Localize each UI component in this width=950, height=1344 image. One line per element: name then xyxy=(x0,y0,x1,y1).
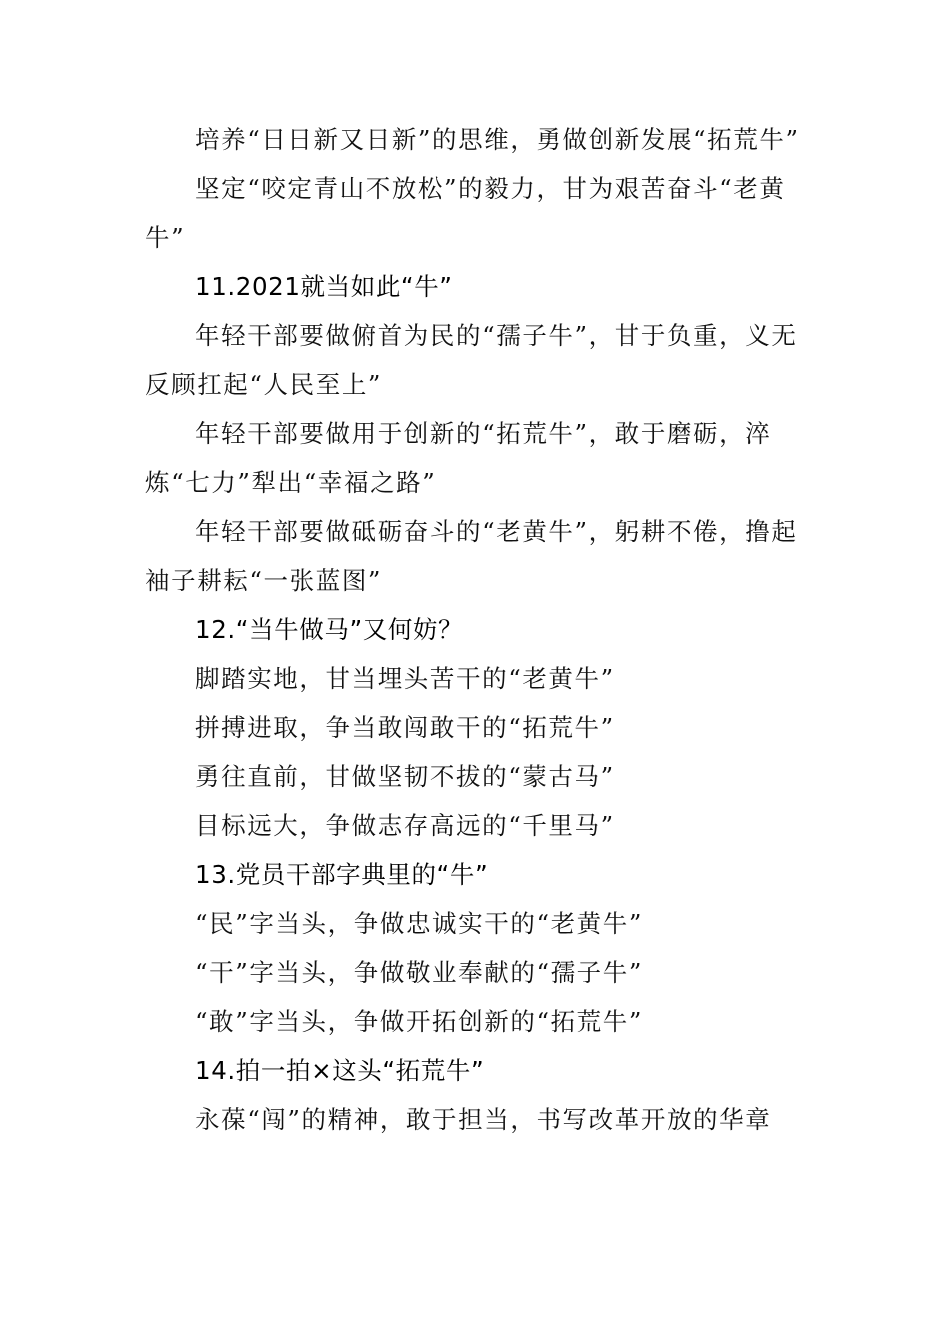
paragraph: “敢”字当头，争做开拓创新的“拓荒牛” xyxy=(195,1007,643,1036)
paragraph: 目标远大，争做志存高远的“千里马” xyxy=(195,811,615,840)
paragraph: 年轻干部要做俯首为民的“孺子牛”，甘于负重，义无反顾扛起“人民至上” xyxy=(145,321,798,399)
paragraph: “民”字当头，争做忠诚实干的“老黄牛” xyxy=(195,909,643,938)
paragraph: 脚踏实地，甘当埋头苦干的“老黄牛” xyxy=(195,664,615,693)
paragraph: 培养“日日新又日新”的思维，勇做创新发展“拓荒牛” xyxy=(195,125,800,154)
section-heading: 12.“当牛做马”又何妨？ xyxy=(195,615,464,644)
paragraph: 年轻干部要做用于创新的“拓荒牛”，敢于磨砺，淬炼“七力”犁出“幸福之路” xyxy=(145,419,772,497)
section-heading: 13.党员干部字典里的“牛” xyxy=(195,860,489,889)
document-body xyxy=(145,115,810,1144)
paragraph: 永葆“闯”的精神，敢于担当，书写改革开放的华章 xyxy=(195,1105,772,1134)
paragraph: 勇往直前，甘做坚韧不拔的“蒙古马” xyxy=(195,762,615,791)
paragraph: 年轻干部要做砥砺奋斗的“老黄牛”，躬耕不倦，撸起袖子耕耘“一张蓝图” xyxy=(145,517,798,595)
paragraph: 拼搏进取，争当敢闯敢干的“拓荒牛” xyxy=(195,713,615,742)
section-heading: 11.2021就当如此“牛” xyxy=(195,272,453,301)
paragraph: 坚定“咬定青山不放松”的毅力，甘为艰苦奋斗“老黄牛” xyxy=(145,174,786,252)
section-heading: 14.拍一拍×这头“拓荒牛” xyxy=(195,1056,485,1085)
paragraph: “干”字当头，争做敬业奉献的“孺子牛” xyxy=(195,958,643,987)
